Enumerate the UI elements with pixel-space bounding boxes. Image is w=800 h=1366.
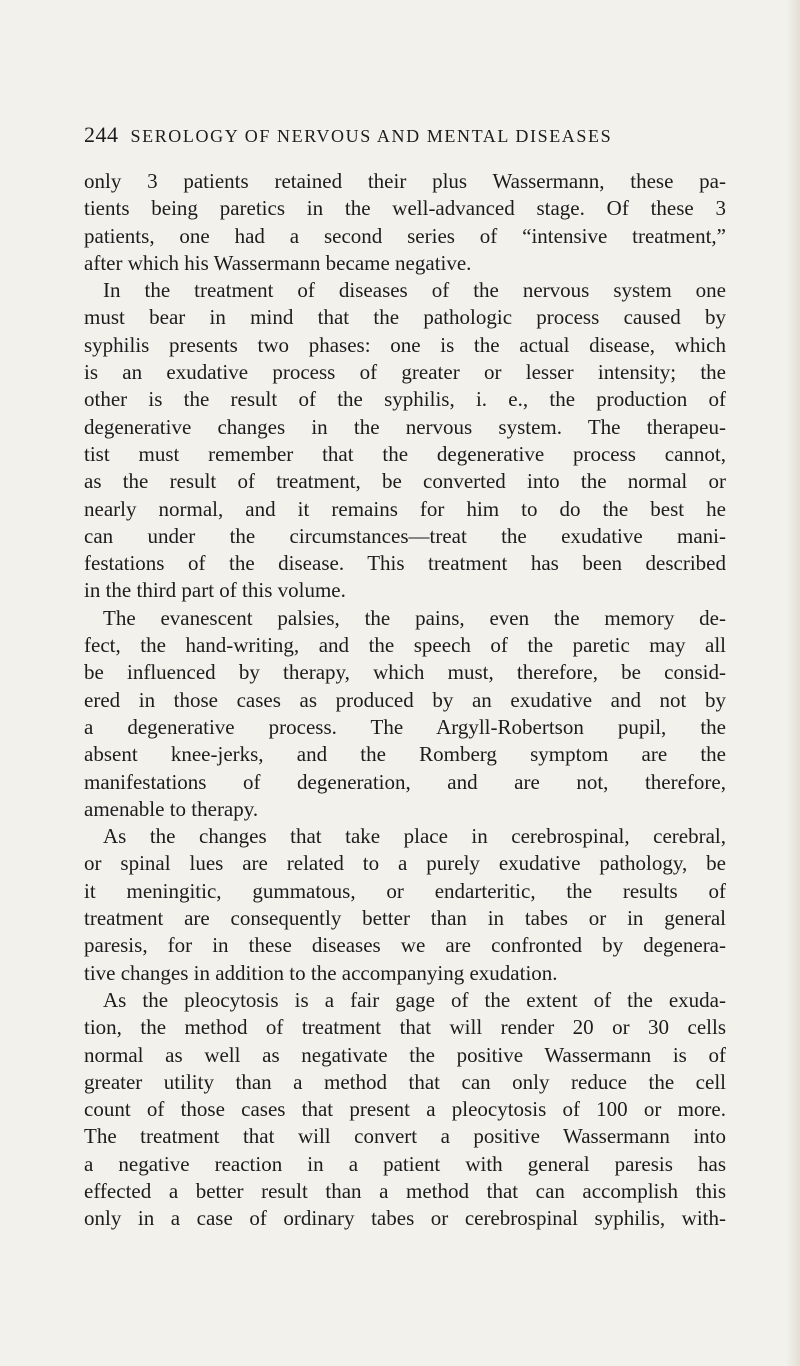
body-text bbox=[84, 168, 726, 1233]
page-number: 244 bbox=[84, 122, 119, 147]
text-line: tist must remember that the degenerative process cannot, bbox=[84, 441, 726, 466]
text-line: or spinal lues are related to a purely exudative pathology, be bbox=[84, 851, 726, 876]
text-line: The evanescent palsies, the pains, even the memory de- bbox=[103, 605, 726, 630]
text-line: other is the result of the syphilis, i. e., the production of bbox=[84, 387, 726, 412]
text-line: effected a better result than a method that can accomplish this bbox=[84, 1178, 726, 1203]
running-head bbox=[84, 121, 724, 149]
text-line: degenerative changes in the nervous system. The therapeu- bbox=[84, 414, 726, 439]
text-line: tients being paretics in the well-advanced stage. Of these 3 bbox=[84, 196, 726, 221]
text-line: fect, the hand-writing, and the speech of the paretic may all bbox=[84, 633, 726, 658]
text-line: greater utility than a method that can only reduce the cell bbox=[84, 1069, 726, 1094]
running-head-title: SEROLOGY OF NERVOUS AND MENTAL DISEASES bbox=[130, 126, 613, 146]
text-line: absent knee-jerks, and the Romberg symptom are the bbox=[84, 742, 726, 767]
text-line: in the third part of this volume. bbox=[84, 578, 346, 603]
text-line: manifestations of degeneration, and are not, therefore, bbox=[84, 769, 726, 794]
text-line: only in a case of ordinary tabes or cerebrospinal syphilis, with- bbox=[84, 1206, 726, 1231]
text-line: amenable to therapy. bbox=[84, 796, 259, 821]
text-line: it meningitic, gummatous, or endarteritic, the results of bbox=[84, 878, 726, 903]
text-line: normal as well as negativate the positive Wassermann is of bbox=[84, 1042, 726, 1067]
text-line: As the pleocytosis is a fair gage of the extent of the exuda- bbox=[103, 987, 726, 1012]
text-line: is an exudative process of greater or lesser intensity; the bbox=[84, 360, 726, 385]
text-line: syphilis presents two phases: one is the actual disease, which bbox=[84, 332, 726, 357]
text-line: nearly normal, and it remains for him to do the best he bbox=[84, 496, 726, 521]
page-edge-shadow bbox=[786, 0, 800, 1366]
text-line: can under the circumstances—treat the exudative mani- bbox=[84, 523, 726, 548]
text-line: be influenced by therapy, which must, therefore, be consid- bbox=[84, 660, 726, 685]
text-line: In the treatment of diseases of the nervous system one bbox=[103, 278, 726, 303]
text-line: must bear in mind that the pathologic process caused by bbox=[84, 305, 726, 330]
text-line: paresis, for in these diseases we are confronted by degenera- bbox=[84, 933, 726, 958]
text-line: a negative reaction in a patient with general paresis has bbox=[84, 1151, 726, 1176]
text-line: after which his Wassermann became negative. bbox=[84, 250, 472, 275]
text-line: patients, one had a second series of “intensive treatment,” bbox=[84, 223, 726, 248]
text-line: count of those cases that present a pleocytosis of 100 or more. bbox=[84, 1097, 726, 1122]
text-line: as the result of treatment, be converted into the normal or bbox=[84, 469, 726, 494]
text-line: ered in those cases as produced by an exudative and not by bbox=[84, 687, 726, 712]
text-line: The treatment that will convert a positive Wassermann into bbox=[84, 1124, 726, 1149]
text-line: only 3 patients retained their plus Wassermann, these pa- bbox=[84, 169, 726, 193]
text-line: festations of the disease. This treatment has been described bbox=[84, 551, 726, 576]
text-line: tive changes in addition to the accompanying exudation. bbox=[84, 960, 558, 985]
text-line: treatment are consequently better than in tabes or in general bbox=[84, 906, 726, 931]
text-line: tion, the method of treatment that will render 20 or 30 cells bbox=[84, 1015, 726, 1040]
text-line: As the changes that take place in cerebrospinal, cerebral, bbox=[103, 824, 726, 849]
text-line: a degenerative process. The Argyll-Robertson pupil, the bbox=[84, 714, 726, 739]
